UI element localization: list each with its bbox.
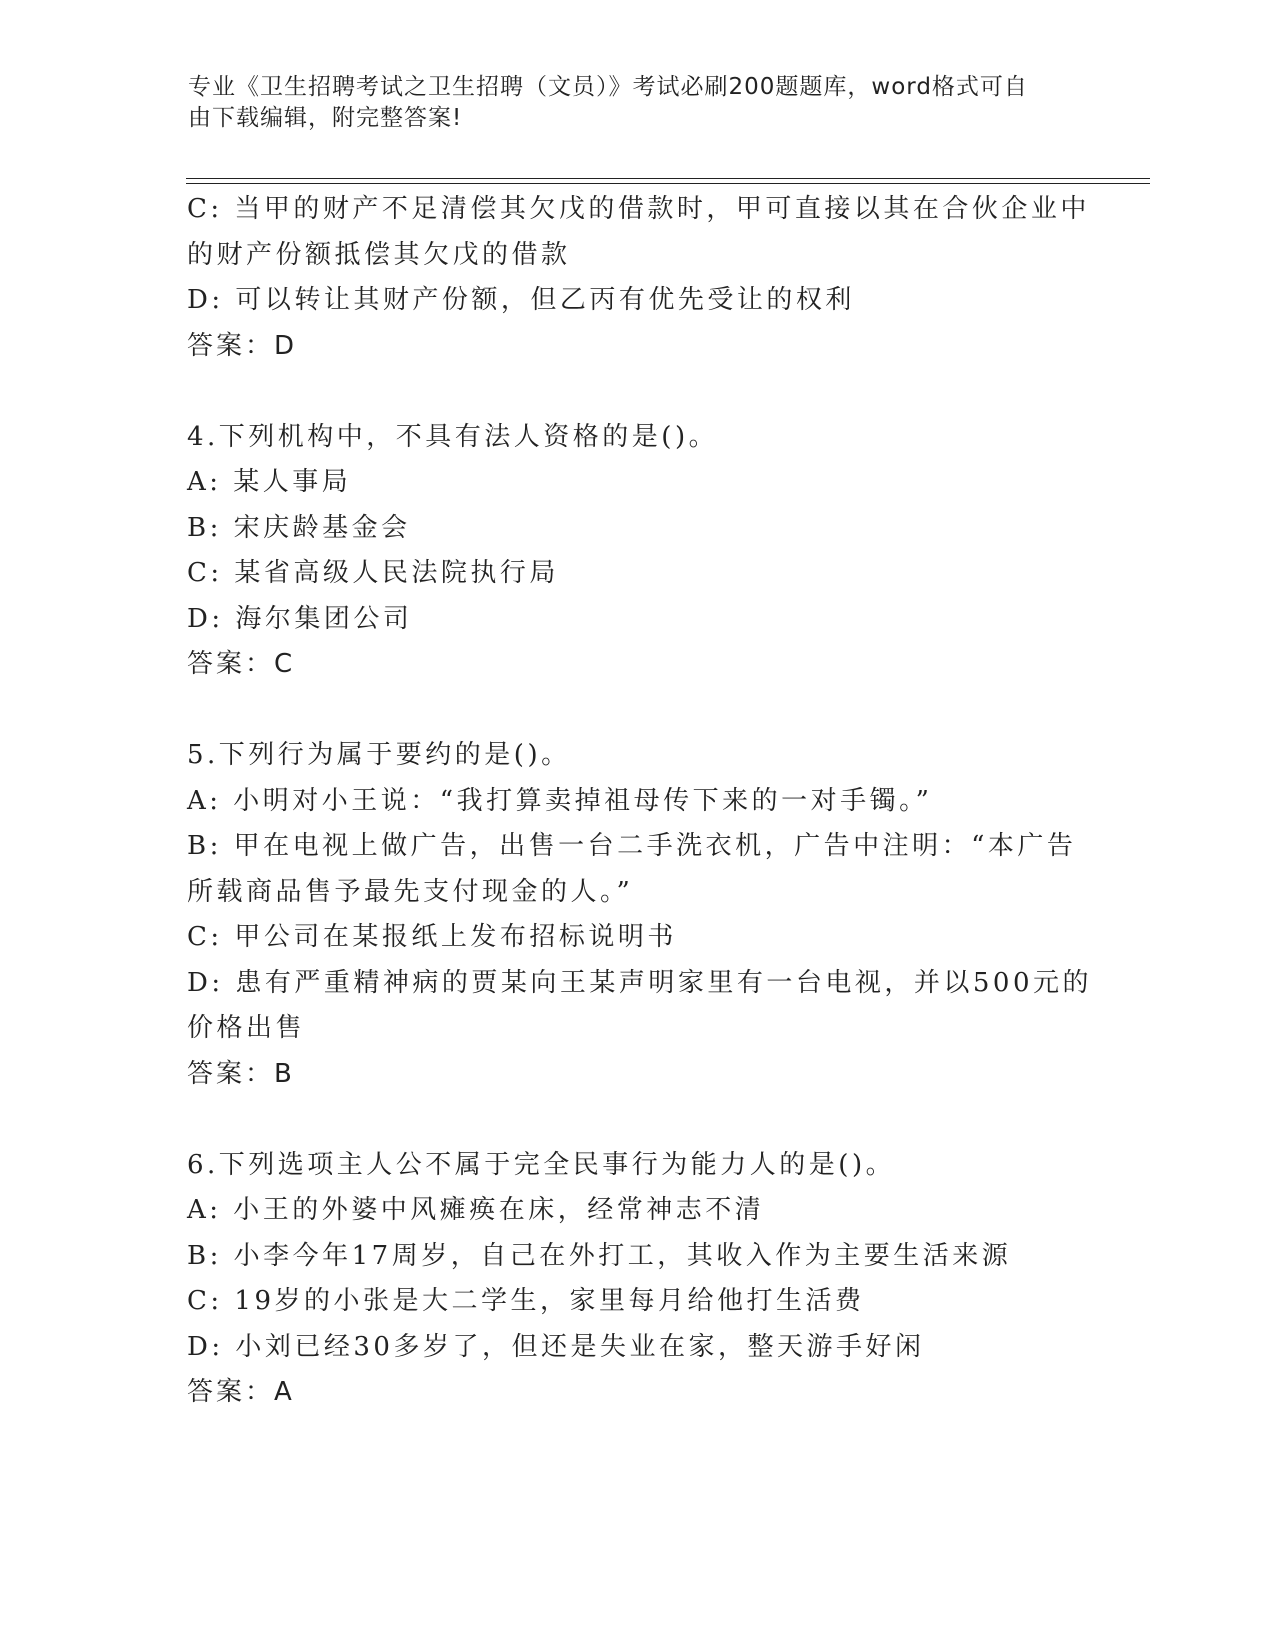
q5-answer: 答案：B: [187, 1058, 295, 1089]
question-list: [187, 187, 1092, 1416]
header-divider-thin: [186, 183, 1150, 184]
q4-answer: 答案：C: [187, 649, 296, 679]
q6-option-d: D: 小刘已经30多岁了，但还是失业在家，整天游手好闲: [187, 1331, 925, 1362]
q6-question-text: 6.下列选项主人公不属于完全民事行为能力人的是()。: [187, 1149, 896, 1180]
q6-option-c: C: 19岁的小张是大二学生，家里每月给他打生活费: [187, 1286, 865, 1316]
q5-question-text: 5.下列行为属于要约的是()。: [187, 740, 571, 770]
q6-option-b: B: 小李今年17周岁，自己在外打工，其收入作为主要生活来源: [187, 1240, 1012, 1271]
q6-answer: 答案：A: [187, 1377, 295, 1407]
question-3-continued: [187, 187, 1090, 369]
q5-option-c: C: 甲公司在某报纸上发布招标说明书: [187, 922, 677, 952]
q3-answer: 答案：D: [187, 330, 298, 361]
q5-option-b-line-2: 所载商品售予最先支付现金的人。”: [187, 876, 634, 907]
q6-option-a: A: 小王的外婆中风瘫痪在床，经常神志不清: [187, 1195, 765, 1225]
q4-option-b: B: 宋庆龄基金会: [187, 512, 411, 543]
header-line-2: 由下载编辑，附完整答案!: [188, 105, 463, 131]
spacer: [187, 369, 1087, 415]
spacer: [187, 1097, 1087, 1143]
question-4: [187, 415, 1087, 688]
q5-option-d-line-2: 价格出售: [187, 1013, 306, 1043]
q3-option-c-line-1: C: 当甲的财产不足清偿其欠戊的借款时，甲可直接以其在合伙企业中: [187, 194, 1090, 224]
q4-option-d: D: 海尔集团公司: [187, 603, 413, 634]
q4-option-c: C: 某省高级人民法院执行局: [187, 558, 559, 588]
spacer: [187, 688, 1087, 734]
question-6: [187, 1143, 1087, 1416]
q3-option-d: D: 可以转让其财产份额，但乙丙有优先受让的权利: [187, 285, 855, 315]
q5-option-d-line-1: D: 患有严重精神病的贾某向王某声明家里有一台电视，并以500元的: [187, 967, 1092, 998]
q5-option-a: A: 小明对小王说：“我打算卖掉祖母传下来的一对手镯。”: [187, 785, 933, 816]
document-header: [188, 72, 1078, 134]
q5-option-b-line-1: B: 甲在电视上做广告，出售一台二手洗衣机，广告中注明：“本广告: [187, 831, 1077, 861]
header-line-1: 专业《卫生招聘考试之卫生招聘（文员）》考试必刷200题题库，word格式可自: [188, 74, 1028, 100]
q3-option-c-line-2: 的财产份额抵偿其欠戊的借款: [187, 239, 571, 270]
question-5: [187, 733, 1092, 1097]
q4-question-text: 4.下列机构中，不具有法人资格的是()。: [187, 421, 719, 452]
q4-option-a: A: 某人事局: [187, 467, 352, 497]
header-divider-thick: [186, 178, 1150, 179]
